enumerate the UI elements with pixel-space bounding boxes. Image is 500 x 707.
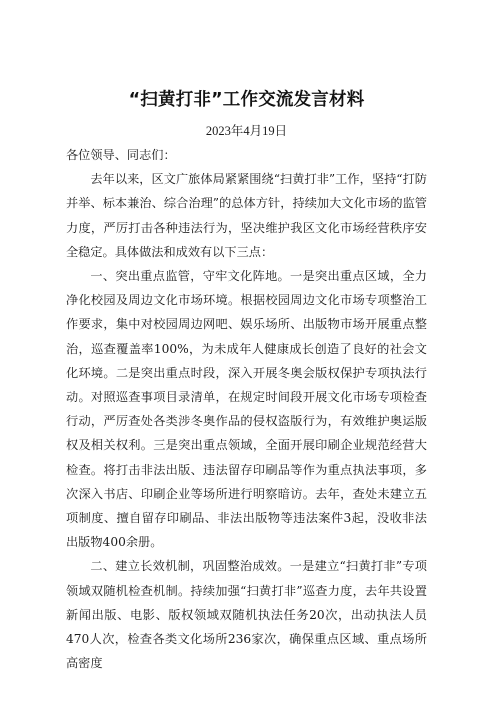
paragraph-section-2: 二、建立长效机制，巩固整治成效。一是建立“扫黄打非”专项领域双随机检查机制。持续加强“扫黄打非”巡查力度，去年共设置新闻出版、电影、版权领域双随机执法任务20次，出动执法人员470人次，检查各类文化场所236家次，确保重点区域、重点场所高密度 [66,559,427,671]
document-date: 2023年4月19日 [205,124,288,138]
salutation: 各位领导、同志们： [66,148,176,162]
document-title: “扫黄打非”工作交流发言材料 [128,90,365,110]
paragraph-section-1: 一、突出重点监管，守牢文化阵地。一是突出重点区域，全力净化校园及周边文化市场环境。根据校园周边文化市场专项整治工作要求，集中对校园周边网吧、娱乐场所、出版物市场开展重点整治，巡查覆盖率100%，为未成年人健康成长创造了良好的社会文化环境。二是突出重点时段，深入开展冬奥会版权保护专项执法行动。对照巡查事项目录清单，在规定时间段开展文化市场专项检查行动，严厉查处各类涉冬奥作品的侵权盗版行为，有效维护奥运版权及相关权利。三是突出重点领域，全面开展印刷企业规范经营大检查。将打击非法出版、违法留存印刷品等作为重点执法事项，多次深入书店、印刷企业等场所进行明察暗访。去年，查处未建立五项制度、擅自留存印刷品、非法出版物等违法案件3起，没收非法出版物400余册。 [66,269,427,550]
document-body [66,143,427,675]
paragraph-intro: 去年以来，区文广旅体局紧紧围绕“扫黄打非”工作，坚持“打防并举、标本兼治、综合治理”的总体方针，持续加大文化市场的监管力度，严厉打击各种违法行为，坚决维护我区文化市场经营秩序安全稳定。具体做法和成效有以下三点： [66,172,427,259]
